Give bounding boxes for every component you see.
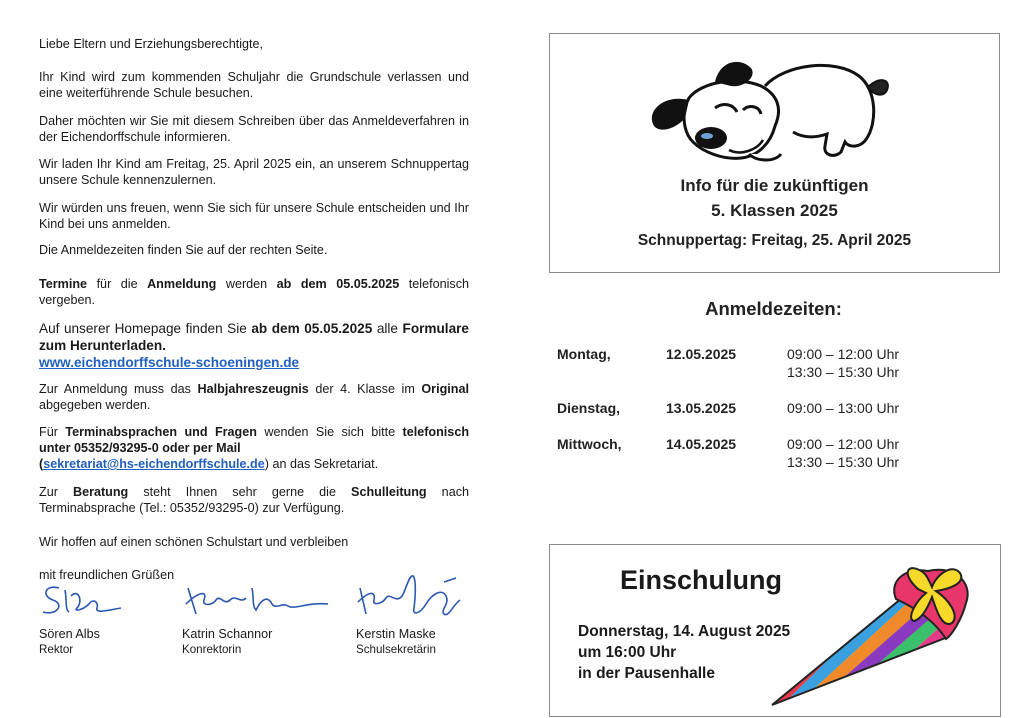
text: telefonisch vergeben.	[39, 277, 469, 307]
anmeldezeiten-heading: Anmeldezeiten:	[705, 298, 842, 319]
bold-text: telefonisch unter 05352/93295-0 oder per Mail	[39, 425, 470, 455]
signer-name: Sören Albs	[39, 627, 100, 641]
schedule-time: 09:00 – 13:00 Uhr	[787, 400, 900, 416]
paragraph-9	[39, 424, 469, 472]
signer-role: Rektor	[39, 643, 74, 656]
einschulung-location: in der Pausenhalle	[578, 665, 715, 682]
paragraph-4: Wir würden uns freuen, wenn Sie sich für unsere Schule entscheiden und Ihr Kind bei uns anmelden.	[39, 201, 469, 231]
text: Zur Anmeldung muss das	[39, 382, 198, 396]
bold-text: Schulleitung	[351, 485, 427, 499]
schedule-time: 09:00 – 12:00 Uhr	[787, 346, 900, 362]
text: Auf unserer Homepage finden Sie	[39, 321, 252, 336]
paragraph-11: Wir hoffen auf einen schönen Schulstart und verbleiben	[39, 535, 349, 549]
handwritten-signature-icon	[356, 574, 466, 620]
greeting: Liebe Eltern und Erziehungsberechtigte,	[39, 37, 264, 51]
bold-text: Terminabsprachen und Fragen	[65, 425, 257, 439]
schedule-time: 09:00 – 12:00 Uhr	[787, 436, 900, 452]
signature-block-konrektorin	[182, 586, 272, 658]
info-subtitle: Schnuppertag: Freitag, 25. April 2025	[637, 232, 912, 249]
bold-text: Beratung	[72, 485, 129, 499]
paragraph-2: Daher möchten wir Sie mit diesem Schreiben über das Anmeldeverfahren in der Eichendorffschule informieren.	[39, 114, 469, 144]
text: nach Terminabsprache (Tel.: 05352/93295-0) zur Verfügung.	[39, 485, 469, 515]
paragraph-7	[39, 320, 469, 371]
einschulung-box	[549, 544, 1001, 717]
schedule-date: 12.05.2025	[666, 346, 737, 362]
schedule-day: Mittwoch,	[557, 436, 622, 452]
bold-text: Termine	[39, 277, 88, 291]
einschulung-time: um 16:00 Uhr	[578, 644, 677, 661]
signature-block-sekretariat	[356, 586, 436, 658]
paragraph-1: Ihr Kind wird zum kommenden Schuljahr die Grundschule verlassen und eine weiterführende Schule besuchen.	[39, 70, 469, 100]
signer-role: Schulsekretärin	[356, 643, 436, 656]
paragraph-6	[39, 276, 469, 308]
einschulung-title: Einschulung	[620, 565, 782, 595]
handwritten-signature-icon	[39, 580, 129, 620]
text: werden	[216, 277, 277, 291]
bold-text: Formulare zum Herunterladen.	[39, 321, 469, 353]
bold-text: ab dem 05.05.2025	[276, 277, 400, 291]
schedule-time: 13:30 – 15:30 Uhr	[787, 364, 900, 380]
schedule-day: Dienstag,	[557, 400, 621, 416]
signer-name: Katrin Schannor	[182, 627, 273, 641]
closing: mit freundlichen Grüßen	[39, 568, 175, 582]
text: abgegeben werden.	[39, 398, 151, 412]
info-title-line1: Info für die zukünftigen	[680, 176, 869, 195]
signature-block-rektor	[39, 586, 100, 658]
handwritten-signature-icon	[182, 580, 332, 620]
paragraph-5: Die Anmeldezeiten finden Sie auf der rechten Seite.	[39, 243, 328, 257]
schedule-date: 13.05.2025	[666, 400, 737, 416]
paragraph-10	[39, 484, 469, 516]
info-title-line2: 5. Klassen 2025	[711, 201, 838, 220]
bold-text: ab dem 05.05.2025	[251, 321, 373, 336]
text: Für	[39, 425, 66, 439]
bold-text: Anmeldung	[147, 277, 217, 291]
email-link[interactable]: sekretariat@hs-eichendorffschule.de	[43, 457, 265, 471]
text: wenden Sie sich bitte	[256, 425, 403, 439]
info-box	[549, 33, 1000, 273]
homepage-link[interactable]: www.eichendorffschule-schoeningen.de	[39, 355, 300, 370]
signer-role: Konrektorin	[182, 643, 242, 656]
paragraph-8	[39, 381, 469, 413]
text: ) an das Sekretariat.	[264, 457, 379, 471]
bold-text: (	[39, 457, 44, 471]
paragraph-3: Wir laden Ihr Kind am Freitag, 25. April 2025 ein, an unserem Schnuppertag unsere Schule kennenzulernen.	[39, 157, 469, 187]
einschulung-date: Donnerstag, 14. August 2025	[578, 623, 791, 640]
schedule-time: 13:30 – 15:30 Uhr	[787, 454, 900, 470]
text: alle	[372, 321, 403, 336]
text: Zur	[39, 485, 73, 499]
text: der 4. Klasse im	[308, 382, 422, 396]
signer-name: Kerstin Maske	[356, 627, 436, 641]
bold-text: Halbjahreszeugnis	[197, 382, 309, 396]
schedule-day: Montag,	[557, 346, 611, 362]
text: für die	[87, 277, 148, 291]
school-cone-icon	[768, 559, 978, 709]
cartoon-dog-icon	[645, 46, 905, 166]
bold-text: Original	[421, 382, 469, 396]
schedule-date: 14.05.2025	[666, 436, 737, 452]
text: steht Ihnen sehr gerne die	[128, 485, 352, 499]
